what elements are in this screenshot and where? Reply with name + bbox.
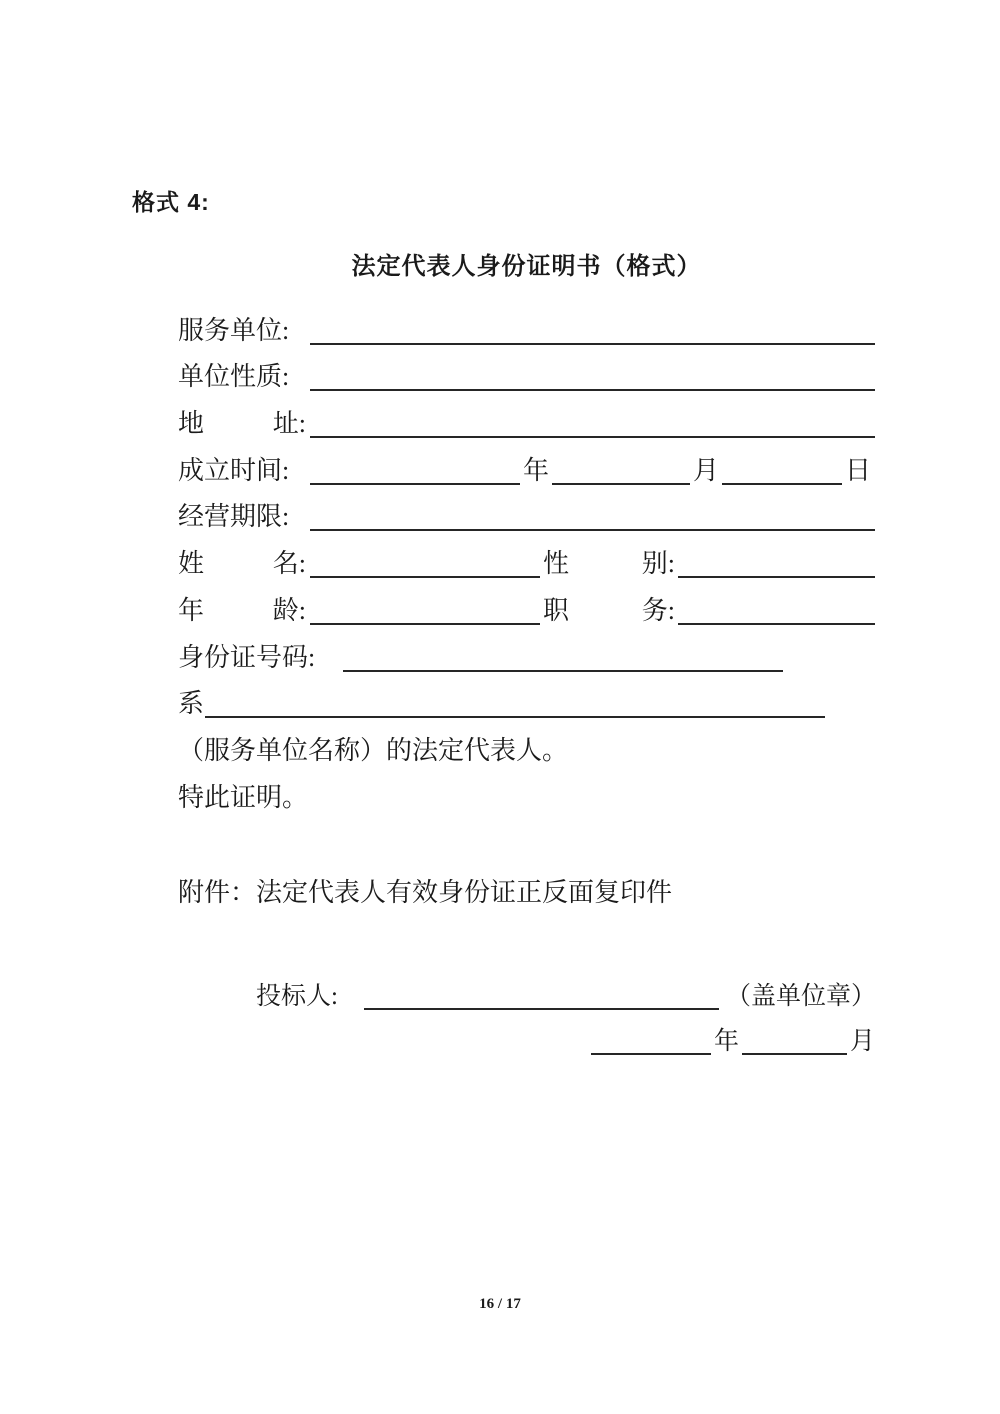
establish-month-blank[interactable] [552,451,690,485]
gender-label-char2: 别: [641,549,675,579]
certify-row [178,768,875,815]
age-blank[interactable] [310,591,540,625]
age-label-char1: 年 [178,595,205,625]
name-label [178,547,306,581]
service-unit-label: 服务单位: [178,315,290,345]
business-term-blank[interactable] [310,497,875,531]
clause-suffix-text: （服务单位名称）的法定代表人。 [178,735,569,765]
form-row-id-number [178,628,875,675]
signature-date-row [178,1014,875,1058]
form-row-business-term [178,488,875,535]
name-blank[interactable] [310,544,540,578]
id-number-label: 身份证号码: [178,642,316,672]
form-block [178,301,875,815]
form-row-name-gender [178,534,875,581]
clause-suffix-row [178,721,875,768]
address-label [178,407,306,441]
establish-year-blank[interactable] [310,451,520,485]
signature-row [178,966,875,1013]
signature-year-suffix: 年 [713,1028,739,1055]
unit-nature-blank[interactable] [310,357,875,391]
is-clause-blank[interactable] [205,684,825,718]
position-label [543,594,675,628]
section-label: 格式 4: [132,189,210,215]
position-label-char2: 务: [641,595,675,625]
address-label-char1: 地 [178,409,205,439]
signature-month-blank[interactable] [742,1022,847,1055]
name-label-char2: 名: [272,549,306,579]
establish-day-blank[interactable] [722,451,842,485]
age-label [178,594,306,628]
form-row-is-clause [178,675,875,722]
address-label-char2: 址: [272,409,306,439]
form-row-age-position [178,581,875,628]
form-row-service-unit [178,301,875,348]
form-row-unit-nature [178,348,875,395]
business-term-label: 经营期限: [178,502,290,532]
signature-month-suffix: 月 [849,1028,875,1055]
month-suffix: 月 [693,455,720,485]
bidder-label: 投标人: [256,983,338,1010]
establish-date-label: 成立时间: [178,455,290,485]
name-label-char1: 姓 [178,549,205,579]
form-row-address [178,394,875,441]
unit-nature-label: 单位性质: [178,362,290,392]
position-blank[interactable] [678,591,875,625]
day-suffix: 日 [845,455,872,485]
is-clause-label: 系 [178,689,205,719]
gender-label [543,547,675,581]
document-title: 法定代表人身份证明书（格式） [351,254,702,280]
id-number-blank[interactable] [343,638,783,672]
page-number: 16 / 17 [479,1296,521,1312]
address-blank[interactable] [310,404,875,438]
attachment-note: 附件：法定代表人有效身份证正反面复印件 [178,878,673,907]
year-suffix: 年 [523,455,550,485]
certify-text: 特此证明。 [178,782,309,812]
gender-label-char1: 性 [543,549,570,579]
position-label-char1: 职 [543,595,570,625]
bidder-blank[interactable] [364,976,719,1010]
signature-year-blank[interactable] [591,1022,711,1055]
form-row-establish-date [178,441,875,488]
gender-blank[interactable] [678,544,875,578]
service-unit-blank[interactable] [310,311,875,345]
age-label-char2: 龄: [272,595,306,625]
seal-note: （盖单位章） [726,983,877,1010]
